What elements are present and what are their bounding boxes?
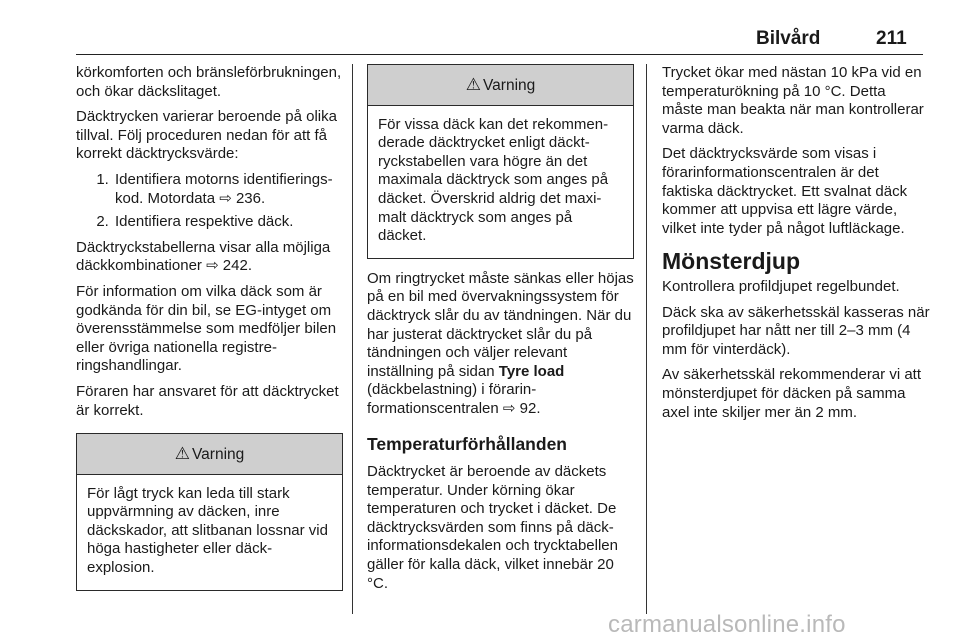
procedure-list — [76, 171, 343, 232]
paragraph: Däcktrycken varierar beroende på olika tillval. Följ proceduren nedan för att få korrekt däcktrycksvärde: — [76, 108, 337, 163]
watermark: carmanualsonline.info — [608, 611, 846, 638]
tyre-load-label: Tyre load — [498, 362, 565, 380]
column-2 — [367, 64, 634, 600]
warning-text: För vissa däck kan det rekommenderade däcktrycket enligt däcktryckstabellen vara högre än det maximala däcktryck som anges på däcket. Överskrid aldrig det maximalt däcktryck som anges på däcket. — [378, 115, 609, 245]
paragraph: Av säkerhetsskäl rekommenderar vi att mönsterdjupet för däcken på samma axel inte skiljer mer än 2 mm. — [662, 366, 921, 421]
warning-header — [368, 65, 633, 106]
paragraph: Om ringtrycket måste sänkas eller höjas på en bil med övervakningssystem för däcktryck slår du av tändningen. När du har justerat däcktrycket slår du på tändningen och väljer relevant inställning på sidan Tyre load (däckbelastning) i förarinformationscentralen ⇨ 92. — [367, 269, 634, 417]
paragraph: Däcktryckstabellerna visar alla möjliga däckkombinationer ⇨ 242. — [76, 238, 331, 275]
page-number: 211 — [876, 28, 907, 49]
column-1 — [76, 64, 343, 605]
paragraph: körkomforten och bränsleförbrukningen, och ökar däckslitaget. — [76, 64, 342, 100]
warning-box — [367, 64, 634, 259]
list-item: 2. Identifiera respektive däck. — [113, 213, 343, 232]
warning-triangle-icon: ⚠ — [174, 444, 190, 464]
paragraph: Föraren har ansvaret för att däcktrycket är korrekt. — [76, 382, 339, 419]
list-item: 1. Identifiera motorns identifieringskod. Motordata ⇨ 236. — [113, 171, 343, 208]
warning-title: Varning — [191, 446, 245, 464]
paragraph: Trycket ökar med nästan 10 kPa vid en temperaturökning på 10 °C. Detta måste man beakta när man kontrollerar varma däck. — [662, 64, 924, 137]
paragraph: Däck ska av säkerhetsskäl kasseras när profildjupet har nått ner till 2–3 mm (4 mm för vinterdäck). — [662, 303, 930, 358]
warning-text: För lågt tryck kan leda till stark uppvärmning av däcken, inre däckskador, att slitbanan lossnar vid höga hastigheter eller däckexplosion. — [87, 484, 328, 577]
paragraph: För information om vilka däck som är godkända för din bil, se EG-intyget om överensstämmelse som medföljer bilen eller övriga nationella registreringshandlingar. — [76, 282, 337, 375]
column-3 — [662, 64, 930, 429]
warning-box — [76, 433, 343, 591]
column-divider-2 — [646, 64, 647, 614]
warning-title: Varning — [482, 77, 536, 94]
paragraph: Det däcktrycksvärde som visas i förarinformationscentralen är det faktiska däcktrycket. Ett svalnat däck kommer att uppvisa ett lägre värde, vilket inte tyder på något luftläckage. — [662, 145, 908, 237]
warning-triangle-icon: ⚠ — [465, 75, 481, 94]
paragraph: Kontrollera profildjupet regelbundet. — [662, 277, 900, 295]
page-header — [0, 0, 960, 58]
section-heading: Mönsterdjup — [662, 248, 800, 275]
header-rule — [76, 54, 923, 55]
paragraph: Däcktrycket är beroende av däckets temperatur. Under körning ökar temperaturen och trycket i däcket. De däcktrycksvärden som finns på däckinformationsdekalen och trycktabellen gäller för kalla däck, vilket innebär 20 °C. — [367, 463, 618, 592]
sub-heading: Temperaturförhållanden — [367, 433, 567, 454]
column-divider-1 — [352, 64, 353, 614]
section-title: Bilvård — [756, 28, 821, 49]
warning-header — [77, 434, 342, 475]
